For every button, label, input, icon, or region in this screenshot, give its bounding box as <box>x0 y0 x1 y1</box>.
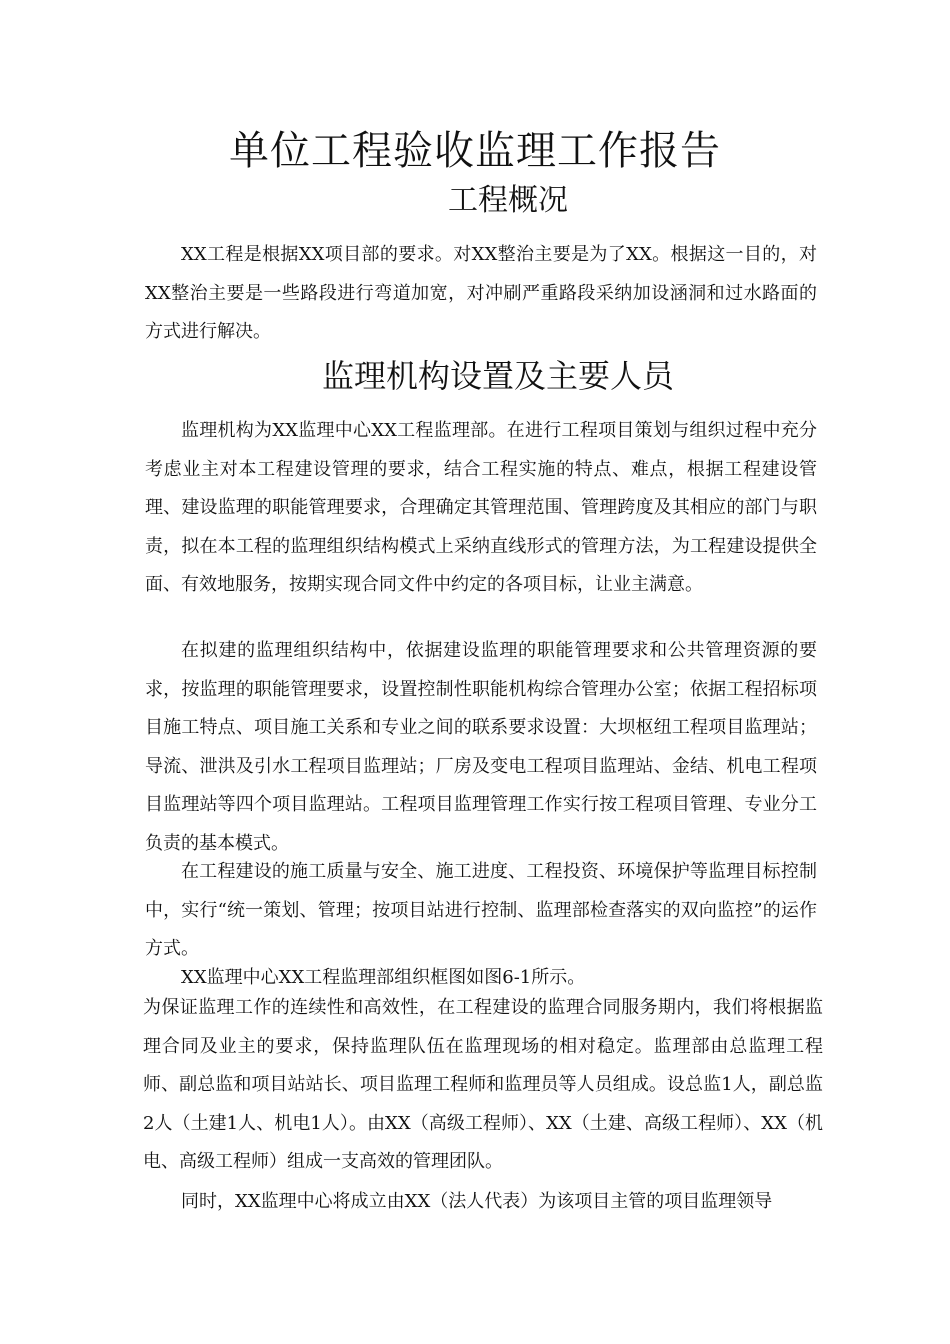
document-title: 单位工程验收监理工作报告 <box>229 128 721 174</box>
body-paragraph: XX监理中心XX工程监理部组织框图如图6-1所示。 <box>181 967 586 988</box>
body-paragraph: 在拟建的监理组织结构中，依据建设监理的职能管理要求和公共管理资源的要求，按监理的职能管理要求，设置控制性职能机构综合管理办公室；依据工程招标项目施工特点、项目施工关系和专业之间的联系要求设置：大坝枢纽工程项目监理站；导流、泄洪及引水工程项目监理站；厂房及变电工程项目监理站、金结、机电工程项目监理站等四个项目监理站。工程项目监理管理工作实行按工程项目管理、专业分工负责的基本模式。 <box>145 640 817 854</box>
section-heading-project-overview: 工程概况 <box>448 183 568 218</box>
body-paragraph: 在工程建设的施工质量与安全、施工进度、工程投资、环境保护等监理目标控制中，实行“统一策划、管理；按项目站进行控制、监理部检查落实的双向监控”的运作方式。 <box>145 861 817 959</box>
body-paragraph: 为保证监理工作的连续性和高效性，在工程建设的监理合同服务期内，我们将根据监理合同及业主的要求，保持监理队伍在监理现场的相对稳定。监理部由总监理工程师、副总监和项目站站长、项目监理工程师和监理员等人员组成。设总监1人，副总监2人（土建1人、机电1人）。由XX（高级工程师）、XX（土建、高级工程师）、XX（机电、高级工程师）组成一支高效的管理团队。 <box>143 997 823 1172</box>
section-heading-supervision-organization: 监理机构设置及主要人员 <box>321 357 674 395</box>
body-paragraph: 监理机构为XX监理中心XX工程监理部。在进行工程项目策划与组织过程中充分考虑业主对本工程建设管理的要求，结合工程实施的特点、难点，根据工程建设管理、建设监理的职能管理要求，合理确定其管理范围、管理跨度及其相应的部门与职责，拟在本工程的监理组织结构模式上采纳直线形式的管理方法，为工程建设提供全面、有效地服务，按期实现合同文件中约定的各项目标，让业主满意。 <box>145 420 817 595</box>
body-paragraph: 同时，XX监理中心将成立由XX（法人代表）为该项目主管的项目监理领导 <box>181 1191 773 1212</box>
project-overview-paragraph: XX工程是根据XX项目部的要求。对XX整治主要是为了XX。根据这一目的，对XX整治主要是一些路段进行弯道加宽，对冲刷严重路段采纳加设涵洞和过水路面的方式进行解决。 <box>145 244 817 342</box>
